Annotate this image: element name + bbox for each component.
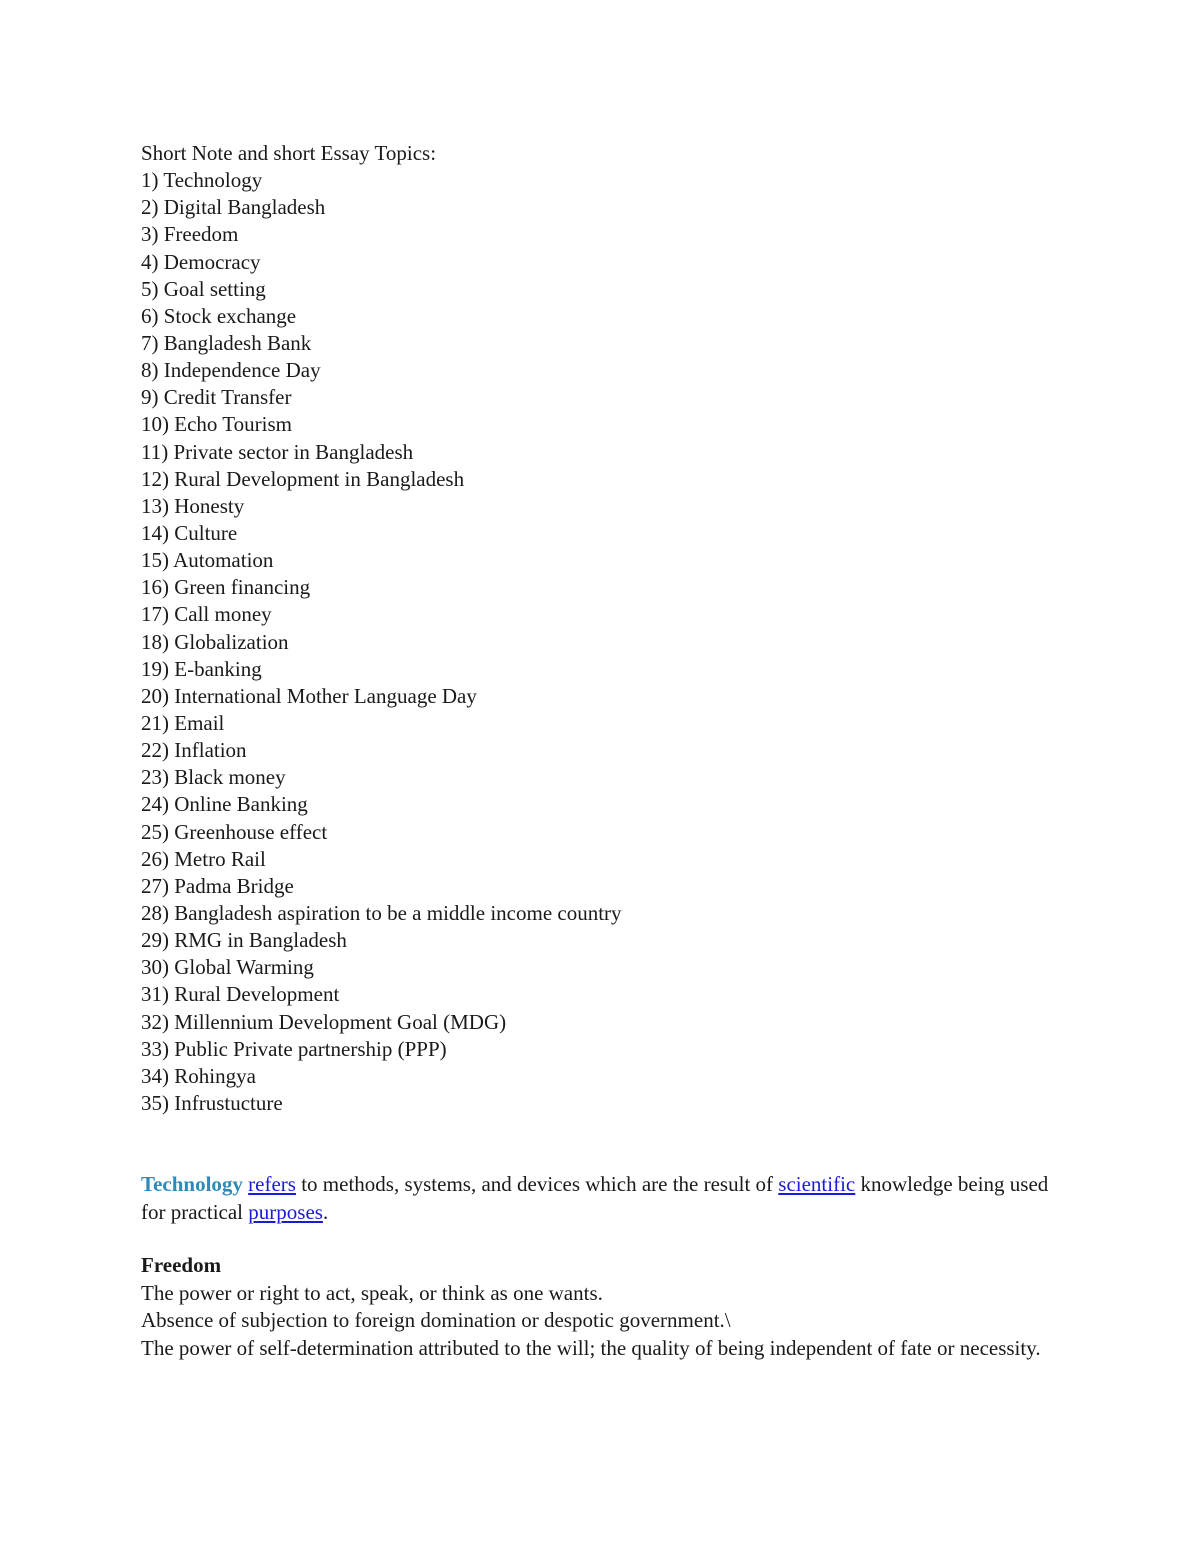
technology-text-2: knowledge being used for practical [141,1172,1049,1224]
topic-item: 18) Globalization [141,629,289,654]
topic-item: 19) E-banking [141,656,262,681]
topics-list [141,167,1071,1117]
topic-item: 1) Technology [141,168,263,193]
topic-item: 2) Digital Bangladesh [141,195,326,220]
topic-item: 8) Independence Day [141,358,321,383]
technology-definition [141,1171,1071,1226]
spacer [141,1226,1071,1252]
spacer [141,1117,1071,1171]
topic-item: 21) Email [141,710,225,735]
technology-text-3: . [322,1199,329,1224]
topic-item: 29) RMG in Bangladesh [141,928,347,953]
freedom-heading: Freedom [141,1253,222,1278]
topic-item: 14) Culture [141,520,238,545]
topic-item: 35) Infrustucture [141,1090,283,1115]
topic-item: 24) Online Banking [141,792,308,817]
freedom-line-2: Absence of subjection to foreign domination or despotic government.\ [141,1308,731,1333]
topic-item: 3) Freedom [141,222,239,247]
topic-item: 32) Millennium Development Goal (MDG) [141,1009,507,1034]
refers-link[interactable]: refers [248,1172,296,1197]
topic-item: 16) Green financing [141,575,311,600]
technology-term: Technology [141,1172,243,1197]
topic-item: 5) Goal setting [141,276,266,301]
topic-item: 9) Credit Transfer [141,385,292,410]
topic-item: 4) Democracy [141,249,261,274]
scientific-link[interactable]: scientific [778,1172,856,1197]
topic-item: 28) Bangladesh aspiration to be a middle income country [141,900,622,925]
topic-item: 23) Black money [141,765,286,790]
topic-item: 17) Call money [141,602,272,627]
technology-text-1: to methods, systems, and devices which are the result of [295,1172,779,1197]
topic-item: 11) Private sector in Bangladesh [141,439,414,464]
topic-item: 30) Global Warming [141,955,314,980]
topic-item: 26) Metro Rail [141,846,266,871]
topic-item: 31) Rural Development [141,982,340,1007]
freedom-line-1: The power or right to act, speak, or think as one wants. [141,1280,603,1305]
topics-heading: Short Note and short Essay Topics: [141,141,437,165]
purposes-link[interactable]: purposes [248,1199,323,1224]
topic-item: 20) International Mother Language Day [141,683,477,708]
topic-item: 12) Rural Development in Bangladesh [141,466,465,491]
topic-item: 6) Stock exchange [141,303,297,328]
topic-item: 22) Inflation [141,738,247,763]
topic-item: 27) Padma Bridge [141,873,294,898]
freedom-line-3: The power of self-determination attributed to the will; the quality of being independent of fate or necessity. [141,1335,1041,1360]
topic-item: 25) Greenhouse effect [141,819,328,844]
topic-item: 33) Public Private partnership (PPP) [141,1036,447,1061]
topic-item: 13) Honesty [141,493,245,518]
document-page [141,140,1071,1362]
topic-item: 7) Bangladesh Bank [141,330,312,355]
topic-item: 34) Rohingya [141,1063,256,1088]
topic-item: 15) Automation [141,548,274,573]
topic-item: 10) Echo Tourism [141,412,292,437]
